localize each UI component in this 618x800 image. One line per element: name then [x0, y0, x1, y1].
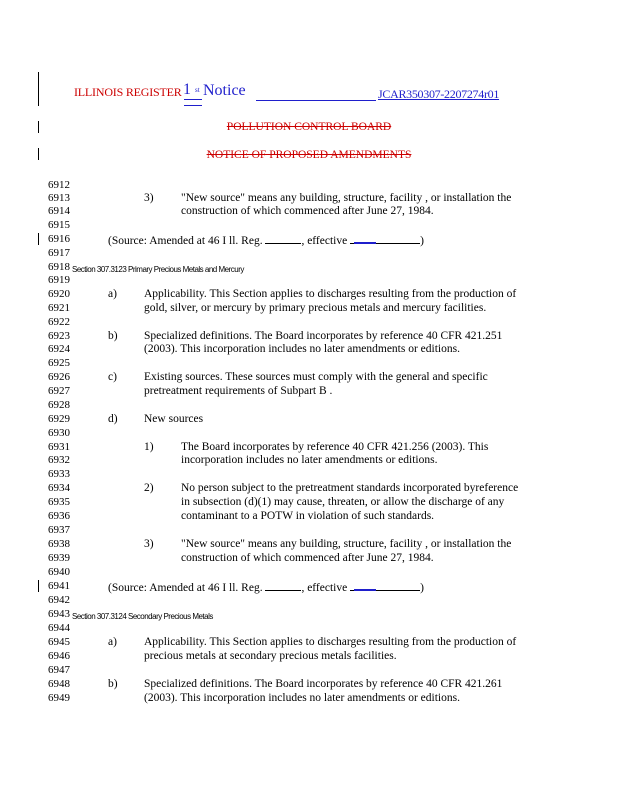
text-line: (2003). This incorporation includes no later amendments or editions.: [144, 692, 460, 704]
line-number: 6945: [48, 636, 70, 648]
text-line: Applicability. This Section applies to discharges resulting from the production of: [144, 636, 517, 648]
notice-label: Notice: [203, 82, 246, 99]
line-number: 6932: [48, 454, 70, 466]
text-line: "New source" means any building, structure, facility , or installation the: [181, 192, 512, 204]
text-line: New sources: [144, 413, 204, 425]
text-line: The Board incorporates by reference 40 CFR 421.256 (2003). This: [181, 441, 489, 453]
text-line: Specialized definitions. The Board incorporates by reference 40 CFR 421.261: [144, 678, 503, 690]
text-line: Existing sources. These sources must comply with the general and specific: [144, 371, 488, 383]
register-title: ILLINOIS REGISTER: [74, 85, 182, 99]
blank-field: [350, 580, 420, 591]
issue-number: 1: [183, 81, 191, 98]
item-label: d): [108, 413, 118, 425]
item-label: b): [108, 678, 118, 690]
blank-field: [350, 233, 420, 244]
text-line: gold, silver, or mercury by primary precious metals and mercury facilities.: [144, 302, 487, 314]
line-number: 6912: [48, 179, 70, 191]
line-number: 6941: [48, 580, 70, 592]
text-line: No person subject to the pretreatment standards incorporated byreference: [181, 482, 519, 494]
source-note: [108, 580, 424, 595]
line-number: 6921: [48, 302, 70, 314]
source-note: [108, 233, 424, 248]
item-label: 3): [144, 538, 154, 550]
change-bar: [38, 72, 39, 106]
source-note-close: ): [420, 235, 424, 247]
line-number: 6936: [48, 510, 70, 522]
item-label: 3): [144, 192, 154, 204]
line-number: 6928: [48, 399, 70, 411]
change-bar: [38, 233, 39, 245]
text-line: in subsection (d)(1) may cause, threaten, or allow the discharge of any: [181, 496, 505, 508]
line-number: 6931: [48, 441, 70, 453]
blank-field: [265, 580, 301, 591]
line-number: 6946: [48, 650, 70, 662]
line-number: 6939: [48, 552, 70, 564]
line-number: 6938: [48, 538, 70, 550]
line-number: 6944: [48, 622, 70, 634]
line-number: 6937: [48, 524, 70, 536]
text-line: precious metals at secondary precious metals facilities.: [144, 650, 397, 662]
text-line: contaminant to a POTW in violation of such standards.: [181, 510, 435, 522]
line-number: 6948: [48, 678, 70, 690]
item-label: a): [108, 288, 117, 300]
line-number: 6923: [48, 330, 70, 342]
line-number: 6949: [48, 692, 70, 704]
line-number: 6933: [48, 468, 70, 480]
text-line: Applicability. This Section applies to discharges resulting from the production of: [144, 288, 517, 300]
line-number: 6940: [48, 566, 70, 578]
blank-field: [265, 233, 301, 244]
line-number: 6913: [48, 192, 70, 204]
line-number: 6925: [48, 357, 70, 369]
text-line: (2003). This incorporation includes no later amendments or editions.: [144, 343, 460, 355]
line-number: 6924: [48, 343, 70, 355]
double-underline: [184, 99, 202, 106]
notice-type: NOTICE OF PROPOSED AMENDMENTS: [206, 149, 412, 161]
source-note-effective: , effective: [301, 582, 348, 594]
change-bar: [38, 580, 39, 592]
board-title: POLLUTION CONTROL BOARD: [226, 121, 392, 133]
source-note-prefix: (Source: Amended at 46 I ll. Reg.: [108, 582, 263, 594]
text-line: construction of which commenced after June 27, 1984.: [181, 552, 434, 564]
line-number: 6947: [48, 664, 70, 676]
line-number: 6934: [48, 482, 70, 494]
line-number: 6943: [48, 608, 70, 620]
line-number: 6917: [48, 247, 70, 259]
item-label: c): [108, 371, 117, 383]
item-label: 1): [144, 441, 154, 453]
text-line: incorporation includes no later amendments or editions.: [181, 454, 438, 466]
item-label: 2): [144, 482, 154, 494]
line-number: 6935: [48, 496, 70, 508]
header-underline: [256, 100, 376, 101]
line-number: 6916: [48, 233, 70, 245]
item-label: b): [108, 330, 118, 342]
line-number: 6929: [48, 413, 70, 425]
section-title: Section 307.3123 Primary Precious Metals and Mercury: [72, 265, 244, 274]
line-number: 6919: [48, 274, 70, 286]
line-number: 6927: [48, 385, 70, 397]
text-line: Specialized definitions. The Board incorporates by reference 40 CFR 421.251: [144, 330, 503, 342]
line-number: 6915: [48, 219, 70, 231]
line-number: 6920: [48, 288, 70, 300]
text-line: construction of which commenced after June 27, 1984.: [181, 205, 434, 217]
item-label: a): [108, 636, 117, 648]
line-number: 6926: [48, 371, 70, 383]
issue-suffix: st: [195, 86, 200, 94]
jcar-code: JCAR350307-2207274r01: [378, 87, 500, 101]
text-line: "New source" means any building, structure, facility , or installation the: [181, 538, 512, 550]
source-note-effective: , effective: [301, 235, 348, 247]
line-number: 6918: [48, 261, 70, 273]
section-title: Section 307.3124 Secondary Precious Metals: [72, 612, 213, 621]
text-line: pretreatment requirements of Subpart B .: [144, 385, 333, 397]
line-number: 6930: [48, 427, 70, 439]
line-number: 6922: [48, 316, 70, 328]
source-note-close: ): [420, 582, 424, 594]
line-number: 6914: [48, 205, 70, 217]
line-number: 6942: [48, 594, 70, 606]
source-note-prefix: (Source: Amended at 46 I ll. Reg.: [108, 235, 263, 247]
